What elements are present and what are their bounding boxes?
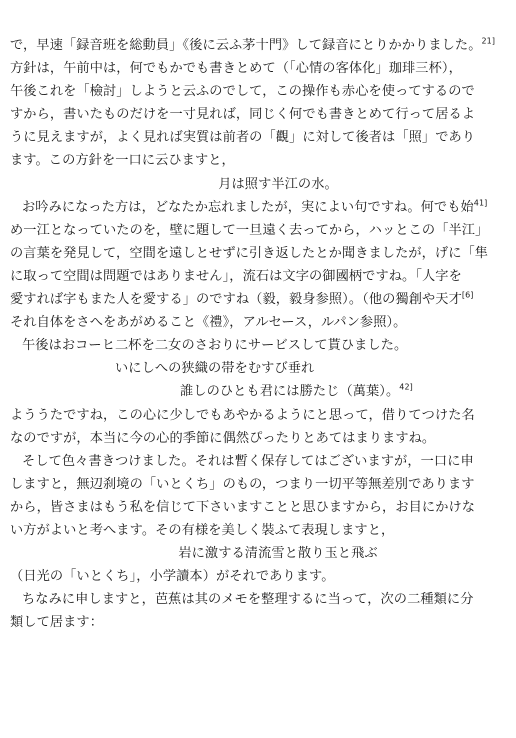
- text-line-4: すから，書いたものだけを一寸見れば，同じく何でも書きとめて行って居るよ: [10, 107, 476, 123]
- text-line-18: なのですが，本当に今の心的季節に偶然ぴったりとあてはまりますね。: [10, 430, 436, 446]
- quoted-verse-stream: 岩に激する清流雪と散り玉と飛ぶ: [178, 546, 378, 562]
- text-line-9: め一江となっていたのを，壁に題して一旦遠く去ってから，ハッとこの「半江」: [10, 222, 489, 238]
- text-line-14: 午後はおコーヒ二杯を二女のさおりにサービスして貰ひました。: [22, 338, 408, 354]
- text-line-12: 愛すれば字もまた人を愛する」のですね（毅，毅身参照）。（他の獨創や天才[6]: [10, 290, 474, 308]
- poem-line-2: 誰しのひとも君には勝たじ（萬葉）。$^{42]}$: [180, 383, 413, 400]
- text-line-21: から，皆さまはもう私を信じて下さいますことと思ひますから，お目にかけな: [10, 499, 476, 515]
- text-line-22: い方がよいと考へます。その有様を美しく裝ふて表現しますと，: [10, 522, 395, 538]
- text-line-20: しますと，無辺刹境の「いとくち」のもの，つまり一切平等無差別であります: [10, 476, 475, 492]
- text-line-17: よううたですね，この心に少しでもあやかるようにと思って，借りてつけた名: [10, 407, 475, 423]
- text-line-24: （日光の「いとくち」，小学讀本）がそれであります。: [10, 569, 335, 585]
- text-line-25: ちなみに申しますと，芭蕉は其のメモを整理するに当って，次の二種類に分: [22, 592, 474, 608]
- text-line-26: 類して居ます：: [10, 615, 104, 631]
- text-line-3: 午後これを「檢討」しようと云ふのでして，この操作も赤心を使ってするので: [10, 84, 475, 100]
- text-line-6: ます。この方針を一口に云ひますと，: [10, 153, 235, 169]
- text-line-19: そして色々書きつけました。それは暫く保存してはございますが，一口に申: [22, 453, 474, 469]
- text-line-10: の言葉を発見して，空間を遠しとせずに引き返したとか聞きましたが，げに「隼: [10, 245, 489, 261]
- poem-line-1: いにしへの狭織の帯をむすび垂れ: [115, 361, 315, 377]
- text-line-13: それ自体をさへをあがめること《禮》，アルセース，ルパン参照）。: [10, 315, 407, 331]
- footnote-6: [6]: [461, 290, 474, 300]
- text-line-2: 方針は，午前中は，何でもかでも書きとめて（「心情の客体化」珈琲三杯），: [10, 61, 462, 77]
- quoted-verse-moon: 月は照す半江の水。: [218, 176, 338, 192]
- footnote-41: 41]: [473, 198, 488, 208]
- text-line-11: に取って空間は問題ではありません」，流石は文字の御國柄ですね。「人字を: [10, 268, 462, 284]
- text-line-8: お吟みになった方は，どなたか忘れましたが，実によい句ですね。何でも始$^{41]}$: [22, 198, 488, 215]
- text-line-1: で，早速「録音班を総動員」《後に云ふ茅十門》して録音にとりかかりました。$^{21]}$: [10, 36, 496, 53]
- footnote-21: 21]: [481, 36, 496, 46]
- footnote-42: 42]: [399, 383, 413, 393]
- text-line-5: うに見えますが，よく見れば実質は前者の「觀」に対して後者は「照」であり: [10, 130, 476, 146]
